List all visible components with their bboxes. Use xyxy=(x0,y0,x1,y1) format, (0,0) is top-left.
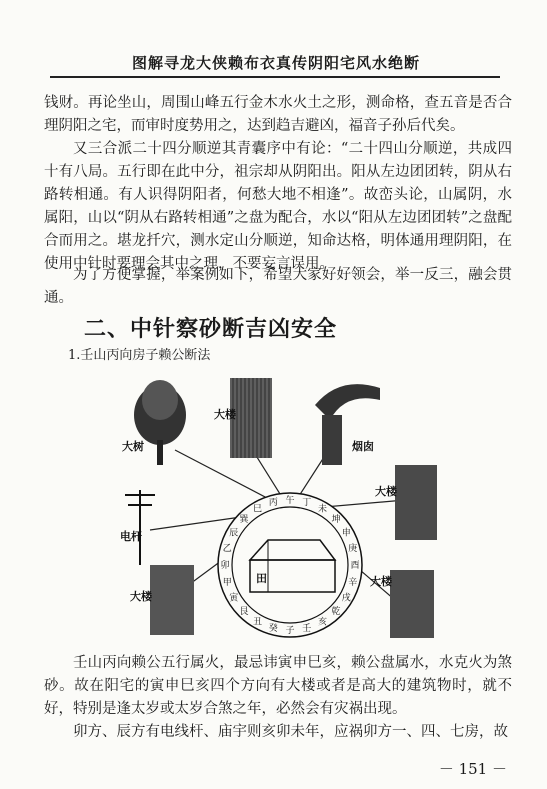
compass-char: 丁 xyxy=(302,498,312,509)
label-building-right-top: 大楼 xyxy=(375,485,397,498)
building-icon-right-bottom xyxy=(390,570,434,638)
compass-char: 庚 xyxy=(348,544,358,555)
subsection-title: 1.壬山丙向房子赖公断法 xyxy=(68,348,211,363)
compass-char: 辰 xyxy=(229,528,239,539)
compass-char: 乾 xyxy=(331,607,341,617)
label-building-right-bottom: 大楼 xyxy=(370,575,392,588)
label-chimney: 烟囱 xyxy=(352,440,374,453)
pole-icon xyxy=(125,490,155,565)
compass-char: 坤 xyxy=(331,515,341,525)
paragraph-1: 钱财。再论坐山，周围山峰五行金木水火土之形，测命格，查五音是否合理阴阳之宅，而审时度势用之，达到趋吉避凶，福音子孙后代矣。 xyxy=(44,95,512,134)
compass-char: 卯 xyxy=(220,561,230,571)
building-icon-left-bottom xyxy=(150,565,194,635)
label-building-left-bottom: 大楼 xyxy=(130,590,152,603)
label-building-top: 大楼 xyxy=(214,408,236,421)
compass-char: 艮 xyxy=(239,607,249,617)
compass-char: 癸 xyxy=(268,623,278,634)
compass-char: 午 xyxy=(285,496,295,506)
compass-char: 壬 xyxy=(302,623,312,634)
compass-ring xyxy=(218,493,362,637)
compass-char: 酉 xyxy=(350,561,360,571)
label-pole: 电杆 xyxy=(120,530,142,543)
paragraph-4: 壬山丙向赖公五行属火，最忌讳寅申巳亥，赖公盘属水，水克火为煞砂。故在阳宅的寅申巳亥四个方向有大楼或者是高大的建筑物时，就不好，特别是逢太岁或太岁合煞之年，必然会有灾祸出现。 xyxy=(44,655,512,717)
compass-char: 申 xyxy=(341,528,351,539)
compass-char: 巳 xyxy=(252,504,263,515)
compass-char: 甲 xyxy=(222,577,232,588)
building-icon-right-top xyxy=(395,465,437,540)
compass-char: 巽 xyxy=(239,515,249,525)
header-rule xyxy=(50,76,500,78)
compass-char: 寅 xyxy=(229,593,239,604)
paragraph-2: 又三合派二十四分顺逆其青囊序中有论：“二十四山分顺逆，共成四十有八局。五行即在此中分，祖宗却从阴阳出。阳从左边团团转，阴从右路转相通。有人识得阴阳者，何愁大地不相逢”。故峦头论，山属阴，水属阳，山以“阴从右路转相通”之盘为配合，水以“阳从左边团团转”之盘配合而用之。堪龙扦穴，测水定山分顺逆，知命达格，明体通用理阴阳，在使用中针时要理会其中之理，不要妄言误用。 xyxy=(44,141,512,272)
compass-char: 乙 xyxy=(222,544,232,555)
running-header: 图解寻龙大侠赖布衣真传阴阳宅风水绝断 xyxy=(131,54,420,72)
page-number: － 151 － xyxy=(438,760,507,778)
section-title: 二、中针察砂断吉凶安全 xyxy=(84,317,338,342)
compass-char: 戌 xyxy=(341,593,351,604)
paragraph-5: 卯方、辰方有电线杆、庙宇则亥卯未年，应祸卯方一、四、七房，故 xyxy=(73,724,508,740)
compass-char: 丙 xyxy=(268,498,278,509)
label-tree: 大树 xyxy=(122,440,144,453)
feng-shui-diagram xyxy=(90,370,470,640)
compass-char: 亥 xyxy=(317,617,328,628)
building-icon-top xyxy=(230,378,272,458)
compass-char: 子 xyxy=(285,626,295,636)
paragraph-3: 为了方便掌握，举案例如下，希望大家好好领会，举一反三，融会贯通。 xyxy=(44,267,512,306)
compass-char: 丑 xyxy=(252,617,263,628)
compass-char: 未 xyxy=(317,504,328,515)
label-house: 田 xyxy=(256,572,267,585)
compass-char: 辛 xyxy=(348,577,358,588)
